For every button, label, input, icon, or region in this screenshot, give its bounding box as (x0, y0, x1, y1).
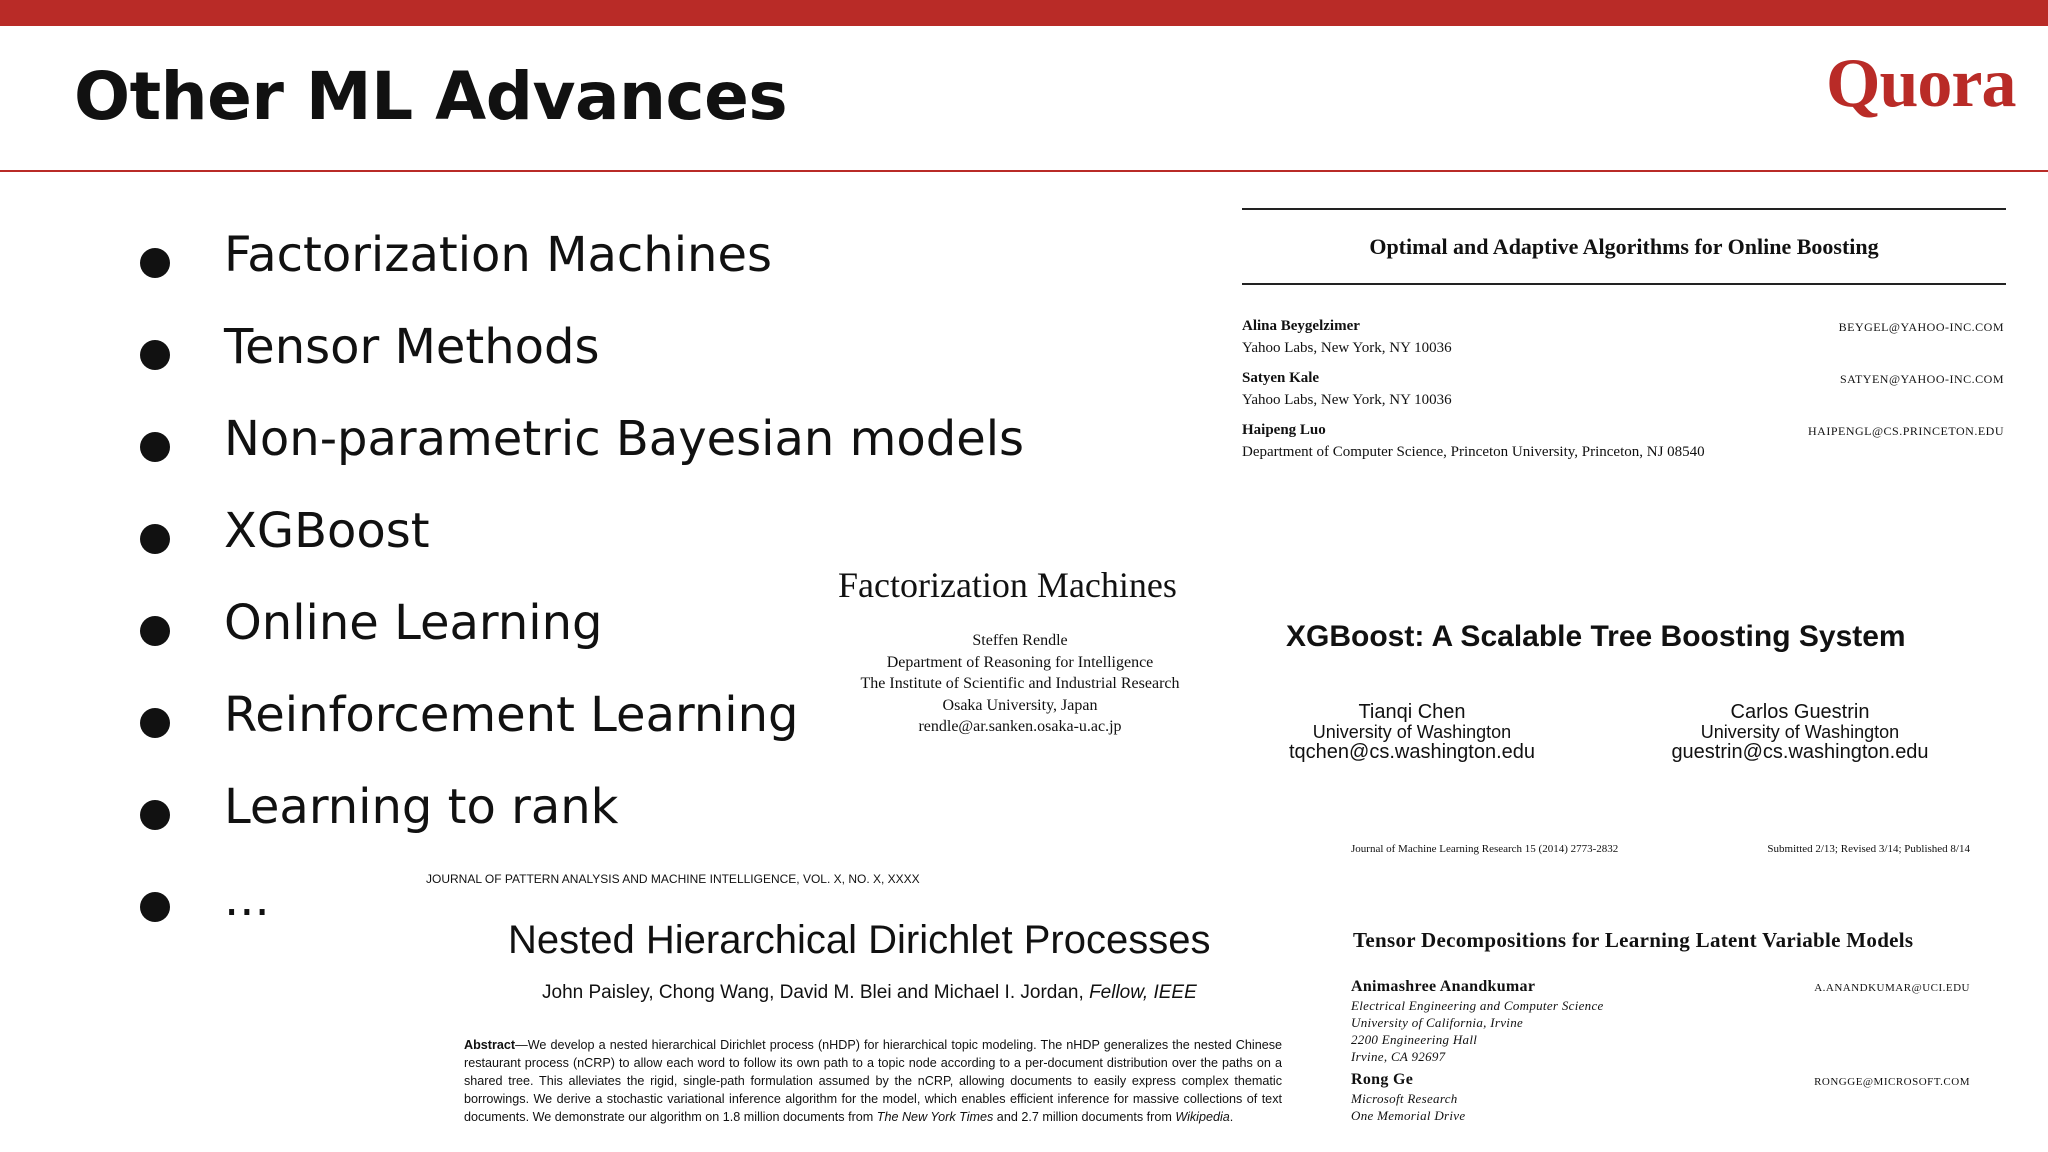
bullet-label: Tensor Methods (224, 319, 600, 375)
author-line: Department of Reasoning for Intelligence (886, 653, 1154, 671)
author-name: Satyen Kale (1242, 370, 1320, 386)
abstract-source: Wikipedia (1175, 1110, 1230, 1124)
affiliation-line: Irvine, CA 92697 (1351, 1049, 1446, 1064)
bullet-label: Reinforcement Learning (224, 687, 799, 743)
bullet-icon (140, 708, 170, 738)
paper-author-block (838, 630, 1202, 738)
author-suffix: Fellow, IEEE (1089, 982, 1197, 1003)
paper-title: Tensor Decompositions for Learning Latent Variable Models (1353, 928, 1914, 952)
paper-top-rule (1242, 208, 2006, 210)
paper-title: XGBoost: A Scalable Tree Boosting System (1286, 620, 1906, 653)
title-divider (0, 170, 2048, 172)
bullet-icon (140, 248, 170, 278)
author-block (1262, 702, 1562, 762)
author-affiliation: Yahoo Labs, New York, NY 10036 (1242, 392, 1452, 408)
abstract-source: The New York Times (876, 1110, 994, 1124)
author-line: Steffen Rendle (972, 632, 1068, 649)
author-affiliation (1351, 1090, 1465, 1124)
author-affiliation: University of Washington (1312, 722, 1512, 742)
author-line: The Institute of Scientific and Industrial Research (860, 675, 1180, 692)
abstract-label: Abstract (464, 1038, 516, 1052)
author-email: BEYGEL@YAHOO-INC.COM (1838, 320, 2004, 334)
author-email: HAIPENGL@CS.PRINCETON.EDU (1807, 424, 2004, 438)
affiliation-line: Electrical Engineering and Computer Science (1351, 998, 1604, 1013)
bullet-icon (140, 340, 170, 370)
author-affiliation: University of Washington (1700, 722, 1900, 742)
abstract-text: —We develop a nested hierarchical Dirichlet process (nHDP) for hierarchical topic modeling. The nHDP generalizes the nested Chinese restaurant process (nCRP) to allow each word to follow its own path to a topic node according to a per-document distribution over the paths on a shared tree. This alleviates the rigid, single-path formulation assumed by the nCRP, allowing documents to easily express complex thematic borrowings. We derive a stochastic variational inference algorithm for the model, which enables efficient inference for massive collections of text documents. We demonstrate our algorithm on 1.8 million documents from (464, 1038, 1282, 1124)
bullet-label: Online Learning (224, 595, 603, 651)
author-name: Tianqi Chen (1358, 701, 1466, 723)
author-name: Rong Ge (1351, 1071, 1414, 1088)
bullet-icon (140, 800, 170, 830)
slide-title: Other ML Advances (74, 58, 788, 135)
author-name: Haipeng Luo (1242, 422, 1326, 438)
journal-citation: Journal of Machine Learning Research 15 (2014) 2773-2832 (1351, 843, 1619, 855)
bullet-label: ... (224, 871, 270, 927)
paper-authors (542, 982, 1197, 1004)
author-line: rendle@ar.sanken.osaka-u.ac.jp (918, 718, 1122, 735)
affiliation-line: 2200 Engineering Hall (1351, 1032, 1478, 1047)
author-name: Animashree Anandkumar (1351, 978, 1536, 995)
author-names: John Paisley, Chong Wang, David M. Blei and Michael I. Jordan, (542, 982, 1084, 1003)
author-affiliation: Yahoo Labs, New York, NY 10036 (1242, 340, 1452, 356)
author-name: Alina Beygelzimer (1242, 318, 1360, 334)
bullet-label: Non-parametric Bayesian models (224, 411, 1025, 467)
author-email: SATYEN@YAHOO-INC.COM (1839, 372, 2004, 386)
abstract-text: and 2.7 million documents from (993, 1110, 1176, 1124)
bullet-label: Learning to rank (224, 779, 619, 835)
author-email: tqchen@cs.washington.edu (1288, 741, 1535, 763)
author-line: Osaka University, Japan (942, 696, 1098, 714)
affiliation-line: University of California, Irvine (1351, 1015, 1524, 1030)
paper-title-rule (1242, 283, 2006, 285)
paper-title: Nested Hierarchical Dirichlet Processes (508, 918, 1211, 962)
abstract-text: . (1229, 1110, 1234, 1124)
bullet-label: XGBoost (224, 503, 430, 559)
paper-abstract (464, 1036, 1282, 1126)
paper-title: Factorization Machines (838, 565, 1177, 605)
bullet-icon (140, 524, 170, 554)
author-affiliation (1351, 997, 1604, 1065)
paper-title: Optimal and Adaptive Algorithms for Online Boosting (1369, 234, 1879, 259)
affiliation-line: One Memorial Drive (1351, 1108, 1466, 1123)
bullet-icon (140, 616, 170, 646)
bullet-icon (140, 892, 170, 922)
author-email: RONGGE@MICROSOFT.COM (1814, 1076, 1970, 1088)
journal-header: JOURNAL OF PATTERN ANALYSIS AND MACHINE INTELLIGENCE, VOL. X, NO. X, XXXX (426, 872, 920, 886)
affiliation-line: Microsoft Research (1351, 1091, 1458, 1106)
author-block (1650, 702, 1950, 762)
author-email: guestrin@cs.washington.edu (1671, 741, 1929, 763)
bullet-icon (140, 432, 170, 462)
quora-logo: Quora (1826, 45, 2016, 122)
author-name: Carlos Guestrin (1730, 701, 1870, 723)
journal-dates: Submitted 2/13; Revised 3/14; Published 8/14 (1767, 843, 1970, 855)
bullet-label: Factorization Machines (224, 227, 773, 283)
top-accent-bar (0, 0, 2048, 26)
author-affiliation: Department of Computer Science, Princeton University, Princeton, NJ 08540 (1242, 444, 1705, 460)
author-email: A.ANANDKUMAR@UCI.EDU (1814, 982, 1970, 994)
